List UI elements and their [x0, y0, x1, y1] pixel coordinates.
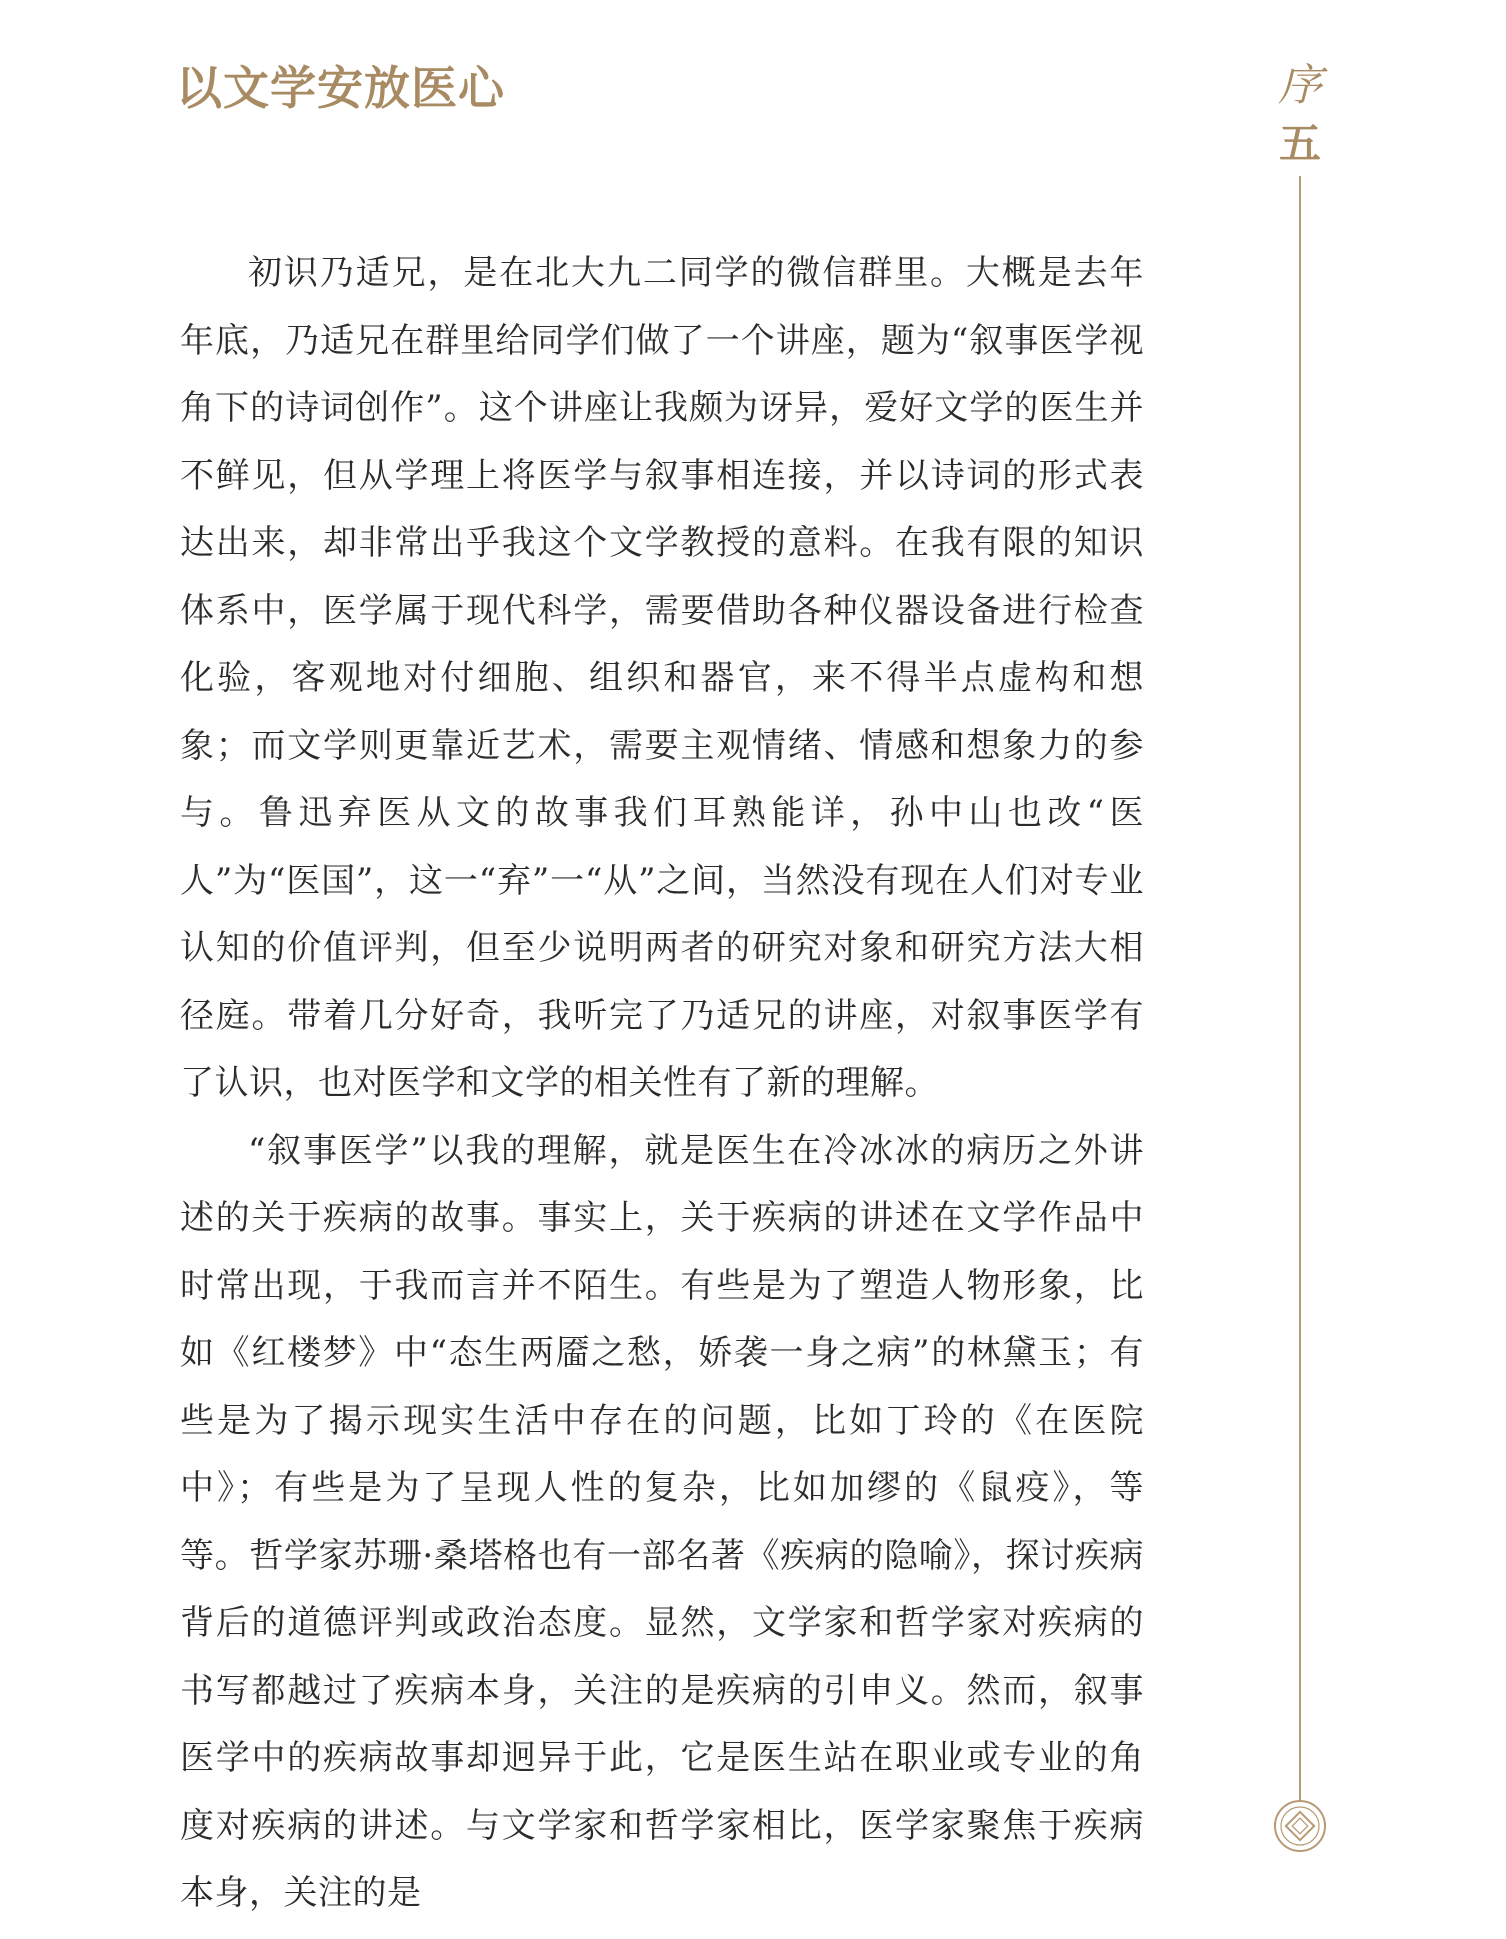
diamond-in-circle-ornament-icon	[1272, 1798, 1328, 1854]
chapter-title: 以文学安放医心	[176, 61, 505, 115]
section-label-xu: 序	[1278, 60, 1322, 111]
paragraph: “叙事医学”以我的理解，就是医生在冷冰冰的病历之外讲述的关于疾病的故事。事实上，关于疾病的讲述在文学作品中时常出现，于我而言并不陌生。有些是为了塑造人物形象，比如《红楼梦》中“态生两靥之愁，娇袭一身之病”的林黛玉；有些是为了揭示现实生活中存在的问题，比如丁玲的《在医院中》；有些是为了呈现人性的复杂，比如加缪的《鼠疫》，等等。哲学家苏珊·桑塔格也有一部名著《疾病的隐喻》，探讨疾病背后的道德评判或政治态度。显然，文学家和哲学家对疾病的书写都越过了疾病本身，关注的是疾病的引申义。然而，叙事医学中的疾病故事却迥异于此，它是医生站在职业或专业的角度对疾病的讲述。与文学家和哲学家相比，医学家聚焦于疾病本身，关注的是	[180, 1130, 1144, 1913]
body-text	[180, 240, 1144, 1928]
paragraph: 初识乃适兄，是在北大九二同学的微信群里。大概是去年年底，乃适兄在群里给同学们做了一个讲座，题为“叙事医学视角下的诗词创作”。这个讲座让我颇为讶异，爱好文学的医生并不鲜见，但从学理上将医学与叙事相连接，并以诗词的形式表达出来，却非常出乎我这个文学教授的意料。在我有限的知识体系中，医学属于现代科学，需要借助各种仪器设备进行检查化验，客观地对付细胞、组织和器官，来不得半点虚构和想象；而文学则更靠近艺术，需要主观情绪、情感和想象力的参与。鲁迅弃医从文的故事我们耳熟能详，孙中山也改“医人”为“医国”，这一“弃”一“从”之间，当然没有现在人们对专业认知的价值评判，但至少说明两者的研究对象和研究方法大相径庭。带着几分好奇，我听完了乃适兄的讲座，对叙事医学有了认识，也对医学和文学的相关性有了新的理解。	[180, 253, 1144, 1103]
section-marker	[1278, 58, 1322, 172]
section-number-wu: 五	[1278, 119, 1321, 168]
vertical-rule	[1299, 176, 1301, 1802]
